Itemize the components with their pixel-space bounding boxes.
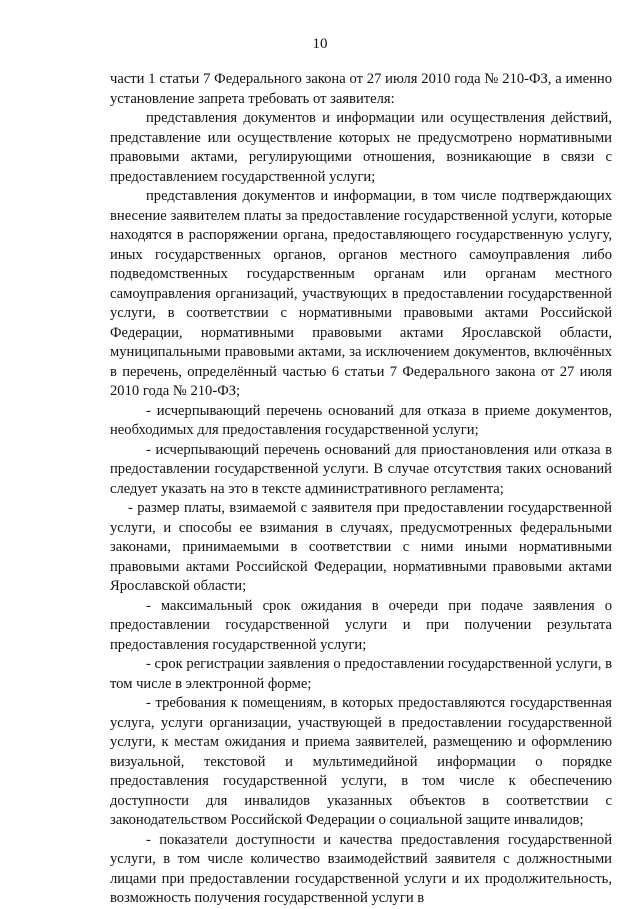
list-item-quality-indicators: - показатели доступности и качества предоставления государственной услуги, в том числе количество взаимодействий заявителя с должностными лицами при предоставлении государственной услуги и их продолжительность, возможность получения государственной услуги в [110,831,612,906]
paragraph-requirement-2: представления документов и информации, в том числе подтверждающих внесение заявителем платы за предоставление государственной услуги, которые находятся в распоряжении органа, предоставляющего государственную услугу, иных государственных органов, органов местного самоуправления либо подведомственных государственным органам или органам местного самоуправления организаций, участвующих в предоставлении государственной услуги, в соответствии с нормативными правовыми актами Российской Федерации, нормативными правовыми актами Ярославской области, муниципальными правовыми актами, за исключением документов, включённых в перечень, определённый частью 6 статьи 7 Федерального закона от 27 июля 2010 года № 210-ФЗ; [110,188,612,399]
list-item-registration-term: - срок регистрации заявления о предоставлении государственной услуги, в том числе в электронной форме; [110,656,612,692]
page-number: 10 [312,36,328,52]
document-body [110,70,612,909]
paragraph-continuation: части 1 статьи 7 Федерального закона от 27 июля 2010 года № 210-ФЗ, а именно установление запрета требовать от заявителя: [110,71,612,107]
list-item-waiting-time: - максимальный срок ожидания в очереди при подаче заявления о предоставлении государственной услуги и при получении результата предоставления государственной услуги; [110,597,612,653]
list-item-refusal-grounds: - исчерпывающий перечень оснований для отказа в приеме документов, необходимых для предоставления государственной услуги; [110,402,612,438]
paragraph-requirement-1: представления документов и информации или осуществления действий, представление или осуществление которых не предусмотрено нормативными правовыми актами, регулирующими отношения, возникающие в связи с предоставлением государственной услуги; [110,110,612,185]
list-item-premises-requirements: - требования к помещениям, в которых предоставляются государственная услуга, услуги организации, участвующей в предоставлении государственной услуги, к местам ожидания и приема заявителей, размещению и оформлению визуальной, текстовой и мультимедийной информации о порядке предоставления государственной услуги, в том числе к обеспечению доступности для инвалидов указанных объектов в соответствии с законодательством Российской Федерации о социальной защите инвалидов; [110,695,612,828]
list-item-suspension-grounds: - исчерпывающий перечень оснований для приостановления или отказа в предоставлении государственной услуги. В случае отсутствия таких оснований следует указать на это в тексте административного регламента; [110,441,612,497]
list-item-fee: - размер платы, взимаемой с заявителя при предоставлении государственной услуги, и способы ее взимания в случаях, предусмотренных федеральными законами, принимаемыми в соответствии с ними иными нормативными правовыми актами Российской Федерации, нормативными правовыми актами Ярославской области; [110,500,612,594]
